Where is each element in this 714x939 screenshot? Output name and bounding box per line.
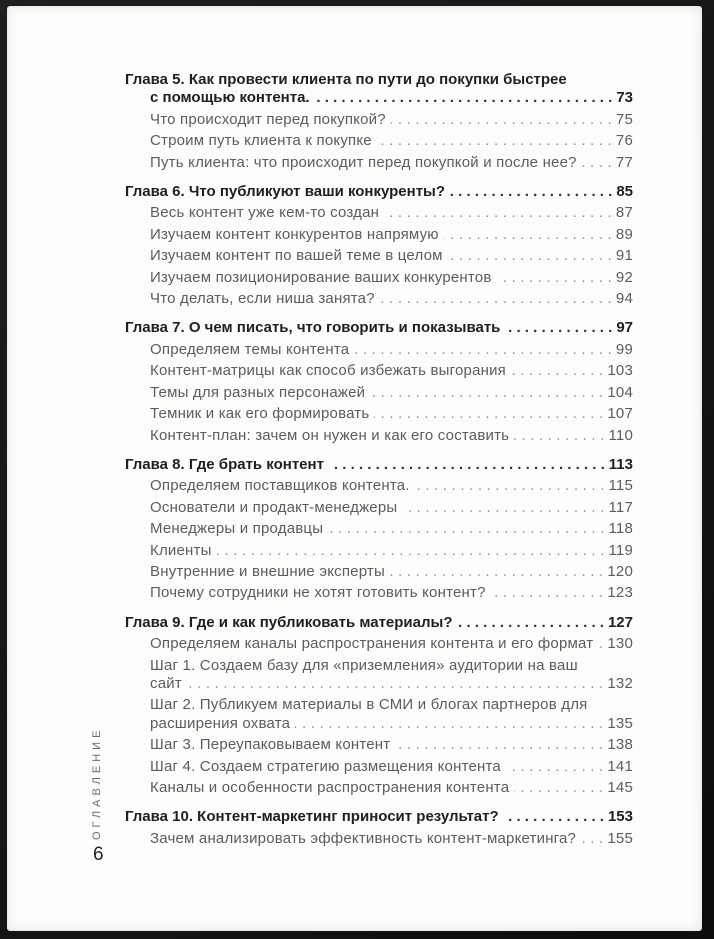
toc-chapter	[125, 806, 633, 849]
chapter-title-text: Глава 6. Что публикуют ваши конкуренты?	[125, 183, 446, 201]
item-page-number: 155	[607, 829, 633, 847]
item-page-number: 77	[615, 153, 633, 171]
dot-leader	[506, 756, 603, 777]
dot-leader	[514, 777, 603, 798]
dot-leader	[458, 612, 604, 633]
item-page-number: 123	[607, 584, 633, 602]
toc-item-row	[125, 518, 633, 539]
item-page-number: 135	[607, 714, 633, 732]
dot-leader	[328, 518, 604, 539]
dot-leader	[514, 425, 604, 446]
item-page-number: 120	[607, 562, 633, 580]
chapter-page-number: 127	[607, 613, 633, 631]
item-page-number: 92	[615, 268, 633, 286]
chapter-title-text: Глава 9. Где и как публиковать материалы?	[125, 613, 453, 631]
item-page-number: 138	[607, 736, 633, 754]
toc-item-text: Основатели и продакт-менеджеры	[150, 498, 398, 516]
item-page-number: 87	[615, 204, 633, 222]
chapter-title-row	[125, 181, 633, 202]
toc-item-row	[125, 425, 633, 446]
item-page-number: 99	[615, 340, 633, 358]
margin-label: ОГЛАВЛЕНИЕ	[91, 726, 103, 840]
toc-item-row	[125, 109, 633, 130]
dot-leader	[377, 130, 612, 151]
toc-item-row	[125, 130, 633, 151]
dot-leader	[391, 109, 612, 130]
toc-item-text: Что происходит перед покупкой?	[150, 110, 386, 128]
dot-leader	[395, 734, 603, 755]
toc-item-text: Весь контент уже кем-то создан	[150, 204, 380, 222]
dot-leader	[581, 828, 603, 849]
toc-chapter	[125, 612, 633, 799]
dot-leader	[505, 317, 612, 338]
toc-item-text: Зачем анализировать эффективность контент-маркетинга?	[150, 829, 577, 847]
dot-leader	[329, 454, 605, 475]
item-page-number: 118	[608, 520, 633, 538]
dot-leader	[354, 339, 612, 360]
dot-leader	[582, 152, 612, 173]
dot-leader	[390, 561, 603, 582]
toc-item-row	[125, 497, 633, 518]
toc-item-text: Изучаем позиционирование ваших конкурентов	[150, 268, 492, 286]
chapter-page-number: 97	[616, 319, 633, 337]
chapter-title-text: Глава 7. О чем писать, что говорить и показывать	[125, 319, 501, 337]
toc-item-row	[125, 382, 633, 403]
toc-item-text: Определяем поставщиков контента.	[150, 477, 410, 495]
chapter-title-row	[125, 806, 633, 827]
toc-item-text: Изучаем контент конкурентов напрямую	[150, 225, 439, 243]
toc-item-text: Менеджеры и продавцы	[150, 520, 324, 538]
dot-leader	[374, 403, 603, 424]
table-of-contents	[125, 69, 633, 849]
toc-item-text: Строим путь клиента к покупке	[150, 132, 372, 150]
dot-leader	[384, 202, 612, 223]
toc-item-row	[125, 339, 633, 360]
item-page-number: 132	[607, 674, 633, 692]
toc-item-text: Шаг 2. Публикуем материалы в СМИ и блогах партнеров для	[150, 696, 588, 714]
toc-item-text: Контент-план: зачем он нужен и как его составить	[150, 426, 510, 444]
item-page-number: 104	[607, 383, 633, 401]
toc-item-row	[125, 633, 633, 654]
toc-item-text: Что делать, если ниша занята?	[150, 290, 375, 308]
toc-item-row	[125, 202, 633, 223]
chapter-title-row	[125, 454, 633, 475]
toc-item-row	[125, 713, 633, 734]
toc-item-text: Темник и как его формировать	[150, 405, 370, 423]
item-page-number: 119	[608, 541, 633, 559]
toc-item-row	[125, 734, 633, 755]
dot-leader	[370, 382, 603, 403]
toc-item-row	[125, 828, 633, 849]
dot-leader	[380, 288, 612, 309]
toc-item-text: Клиенты	[150, 541, 212, 559]
dot-leader	[598, 633, 603, 654]
item-page-number: 130	[607, 635, 633, 653]
chapter-title-text: Глава 10. Контент-маркетинг приносит результат?	[125, 808, 499, 826]
chapter-page-number: 85	[616, 183, 633, 201]
dot-leader	[450, 181, 612, 202]
toc-item-text: Каналы и особенности распространения контента	[150, 779, 510, 796]
item-page-number: 145	[607, 779, 633, 796]
toc-item-row	[125, 245, 633, 266]
dot-leader	[504, 806, 604, 827]
dot-leader	[402, 497, 604, 518]
item-page-number: 115	[608, 477, 633, 495]
toc-item-row	[125, 475, 633, 496]
dot-leader	[187, 673, 603, 694]
toc-item-text: Почему сотрудники не хотят готовить контент?	[150, 584, 486, 602]
toc-item-text: сайт	[150, 674, 182, 692]
chapter-title-row	[125, 612, 633, 633]
toc-item-row	[125, 582, 633, 603]
dot-leader	[497, 267, 612, 288]
toc-item-text: Контент-матрицы как способ избежать выгорания	[150, 362, 506, 380]
dot-leader	[491, 582, 604, 603]
toc-chapter	[125, 181, 633, 309]
dot-leader	[444, 224, 612, 245]
toc-item-row	[125, 360, 633, 381]
toc-item-text: Путь клиента: что происходит перед покупкой и после нее?	[150, 153, 577, 171]
toc-item-text: Шаг 1. Создаем базу для «приземления» аудитории на ваш	[150, 656, 578, 674]
item-page-number: 117	[608, 498, 633, 516]
chapter-page-number: 153	[607, 808, 633, 826]
toc-item-row	[125, 288, 633, 309]
toc-item-row	[125, 152, 633, 173]
folio-page-number: 6	[93, 844, 104, 865]
dot-leader	[511, 360, 603, 381]
dot-leader	[415, 475, 605, 496]
chapter-title-text: с помощью контента.	[150, 89, 310, 107]
toc-item-text: Шаг 3. Переупаковываем контент	[150, 736, 391, 754]
toc-item-row	[125, 224, 633, 245]
toc-item-row	[125, 673, 633, 694]
item-page-number: 76	[615, 132, 633, 150]
chapter-title-text: Глава 8. Где брать контент	[125, 455, 324, 473]
toc-item-text: Шаг 4. Создаем стратегию размещения контента	[150, 757, 501, 775]
chapter-page-number: 73	[616, 89, 633, 107]
toc-item-row	[125, 756, 633, 777]
item-page-number: 91	[615, 247, 633, 265]
toc-chapter	[125, 317, 633, 445]
chapter-page-number: 113	[608, 455, 633, 473]
toc-chapter	[125, 69, 633, 173]
item-page-number: 110	[608, 426, 633, 444]
item-page-number: 141	[607, 757, 633, 775]
item-page-number: 103	[607, 362, 633, 380]
toc-item-row	[125, 777, 633, 798]
toc-item-row	[125, 267, 633, 288]
book-page	[7, 6, 702, 931]
dot-leader	[295, 713, 603, 734]
toc-item-row	[125, 403, 633, 424]
toc-chapter	[125, 454, 633, 604]
dot-leader	[448, 245, 612, 266]
dot-leader	[217, 540, 605, 561]
item-page-number: 107	[607, 405, 633, 423]
toc-item-text: Изучаем контент по вашей теме в целом	[150, 247, 443, 265]
toc-item-text: Внутренние и внешние эксперты	[150, 562, 385, 580]
toc-item-text: Темы для разных персонажей	[150, 383, 366, 401]
item-page-number: 89	[615, 225, 633, 243]
chapter-title-text: Глава 5. Как провести клиента по пути до покупки быстрее	[125, 71, 567, 88]
toc-item-row	[125, 540, 633, 561]
item-page-number: 75	[615, 110, 633, 128]
dot-leader	[315, 87, 613, 108]
toc-item-row	[125, 561, 633, 582]
item-page-number: 94	[615, 290, 633, 308]
toc-item-text: Определяем каналы распространения контента и его формат	[150, 635, 594, 653]
toc-item-text: Определяем темы контента	[150, 340, 350, 358]
chapter-title-row	[125, 87, 633, 108]
chapter-title-row	[125, 317, 633, 338]
toc-item-text: расширения охвата	[150, 714, 291, 732]
